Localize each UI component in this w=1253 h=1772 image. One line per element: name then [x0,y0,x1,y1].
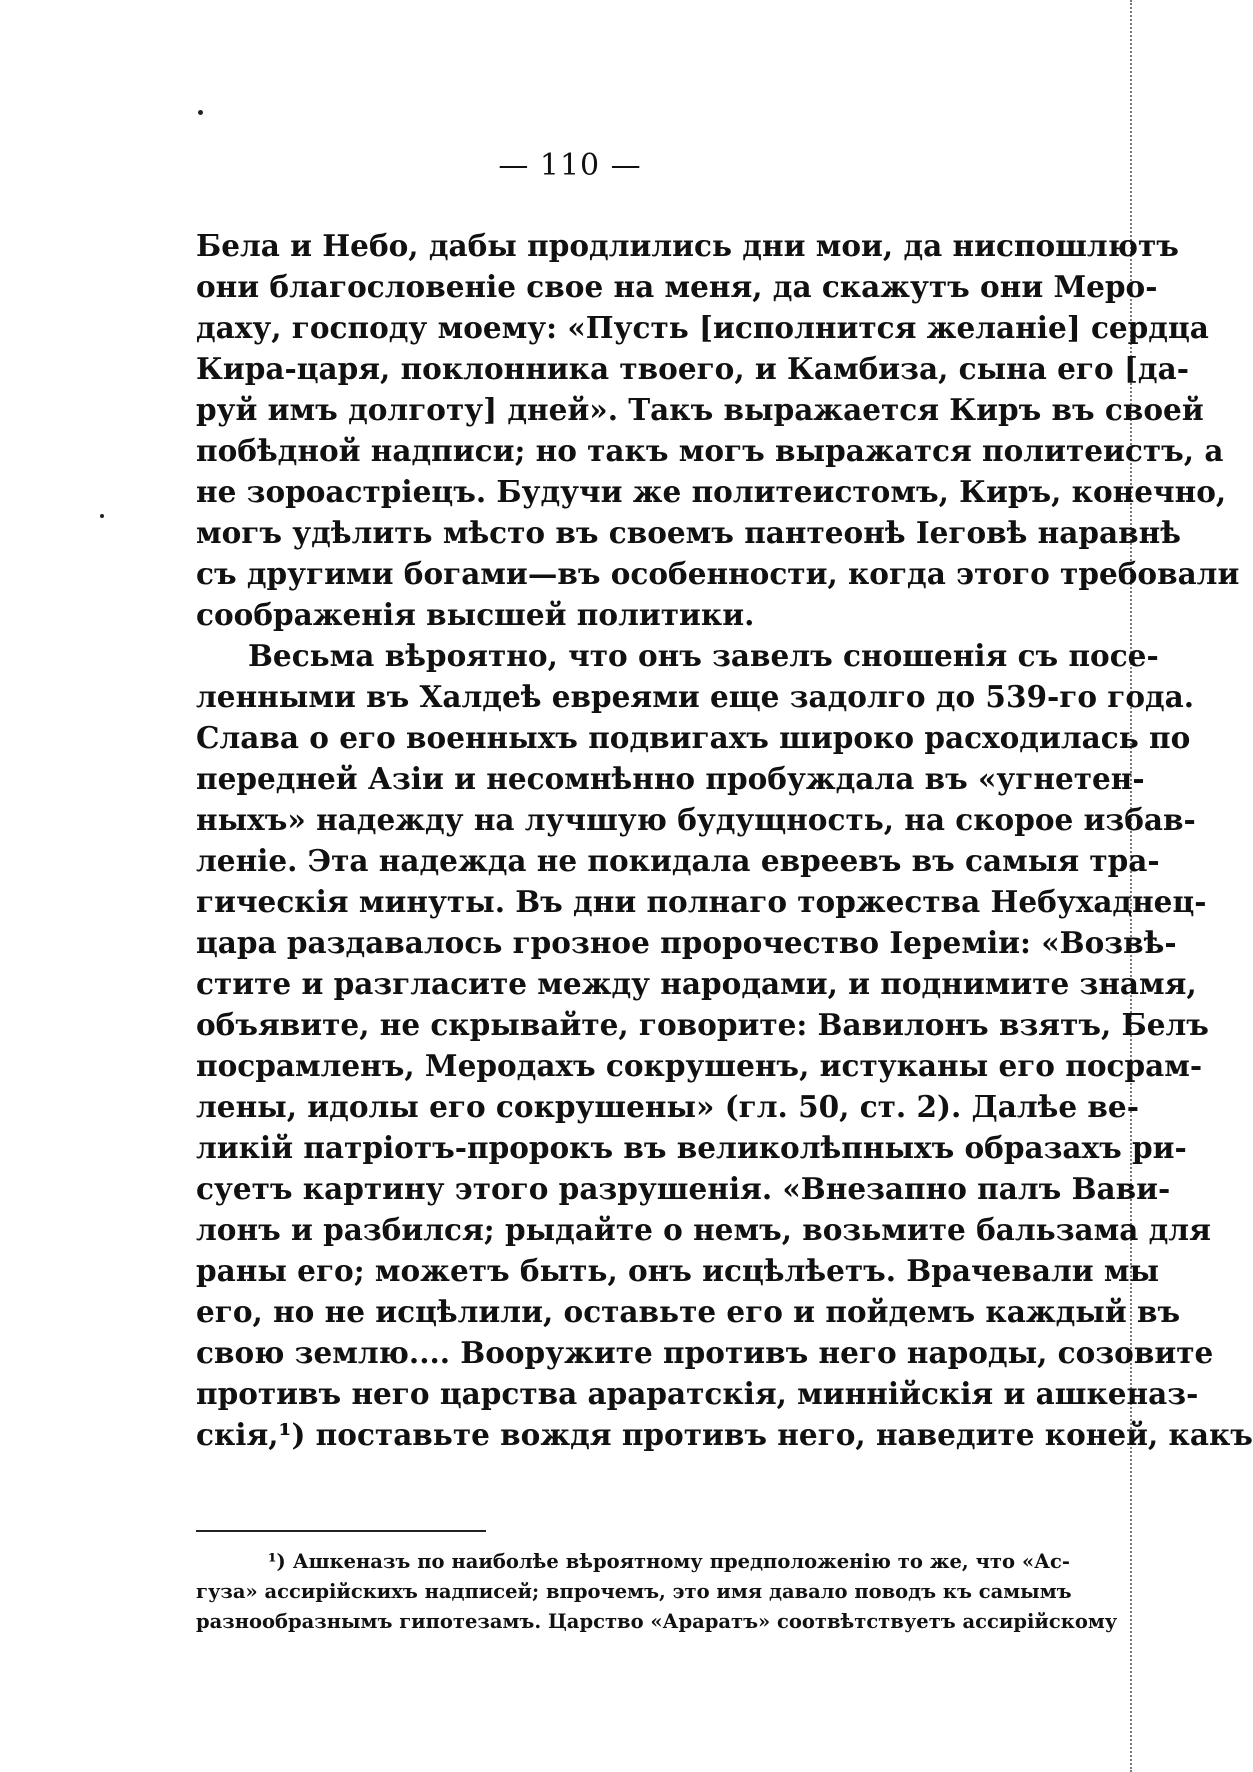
text-line: лонъ и разбился; рыдайте о немъ, возьмите бальзама для [196,1212,1211,1247]
text-line: стите и разгласите между народами, и поднимите знамя, [196,966,1197,1001]
text-line: Кира-царя, поклонника твоего, и Камбиза, сына его [да- [196,351,1189,386]
footnote [196,1547,1118,1637]
text-line: руй имъ долготу] дней». Такъ выражается Киръ въ своей [196,392,1204,427]
text-line: суетъ картину этого разрушенія. «Внезапно палъ Вави- [196,1171,1171,1206]
footnote-separator [196,1530,486,1532]
text-line: не зороастріецъ. Будучи же политеистомъ, Киръ, конечно, [196,474,1227,509]
page-number: — 110 — [498,148,642,183]
text-line: скія,¹) поставьте вождя противъ него, наведите коней, какъ [196,1417,1253,1452]
ink-speck [100,514,104,518]
text-line: передней Азіи и несомнѣнно пробуждала въ «угнетен- [196,761,1145,796]
text-line: свою землю.... Вооружите противъ него народы, созовите [196,1335,1214,1370]
text-line: раны его; можетъ быть, онъ исцѣлѣетъ. Врачевали мы [196,1253,1160,1288]
text-line: Бела и Небо, дабы продлились дни мои, да ниспошлютъ [196,228,1179,263]
text-line: могъ удѣлить мѣсто въ своемъ пантеонѣ Іеговѣ наравнѣ [196,515,1181,550]
text-line: ленными въ Халдеѣ евреями еще задолго до 539-го года. [196,679,1195,714]
text-line: противъ него царства араратскія, миннійскія и ашкеназ- [196,1376,1199,1411]
ink-speck [198,110,203,115]
text-line: Слава о его военныхъ подвигахъ широко расходилась по [196,720,1191,755]
text-line: ликій патріотъ-пророкъ въ великолѣпныхъ образахъ ри- [196,1130,1187,1165]
text-line: съ другими богами—въ особенности, когда этого требовали [196,556,1240,591]
text-line: гическія минуты. Въ дни полнаго торжества Небухаднец- [196,884,1207,919]
paragraph-start-line: Весьма вѣроятно, что онъ завелъ сношенія съ посе- [248,638,1159,673]
text-line: соображенія высшей политики. [196,597,755,632]
footnote-line: ¹) Ашкеназъ по наиболѣе вѣроятному предположенію то же, что «Ас- [268,1550,1070,1573]
text-line: его, но не исцѣлили, оставьте его и пойдемъ каждый въ [196,1294,1181,1329]
text-line: побѣдной надписи; но такъ могъ выражатся политеистъ, а [196,433,1224,468]
text-line: лены, идолы его сокрушены» (гл. 50, ст. 2). Далѣе ве- [196,1089,1139,1124]
text-line: они благословеніе свое на меня, да скажутъ они Меро- [196,269,1158,304]
text-line: леніе. Эта надежда не покидала евреевъ въ самыя тра- [196,843,1160,878]
footnote-line: разнообразнымъ гипотезамъ. Царство «Араратъ» соотвѣтствуетъ ассирійскому [196,1610,1118,1633]
main-text [196,225,1253,1455]
text-line: объявите, не скрывайте, говорите: Вавилонъ взятъ, Белъ [196,1007,1209,1042]
text-line: даху, господу моему: «Пусть [исполнится желаніе] сердца [196,310,1209,345]
footnote-line: гуза» ассирійскихъ надписей; впрочемъ, это имя давало поводъ къ самымъ [196,1580,1072,1603]
text-line: цара раздавалось грозное пророчество Іереміи: «Возвѣ- [196,925,1177,960]
text-line: ныхъ» надежду на лучшую будущность, на скорое избав- [196,802,1196,837]
text-line: посрамленъ, Меродахъ сокрушенъ, истуканы его посрам- [196,1048,1203,1083]
